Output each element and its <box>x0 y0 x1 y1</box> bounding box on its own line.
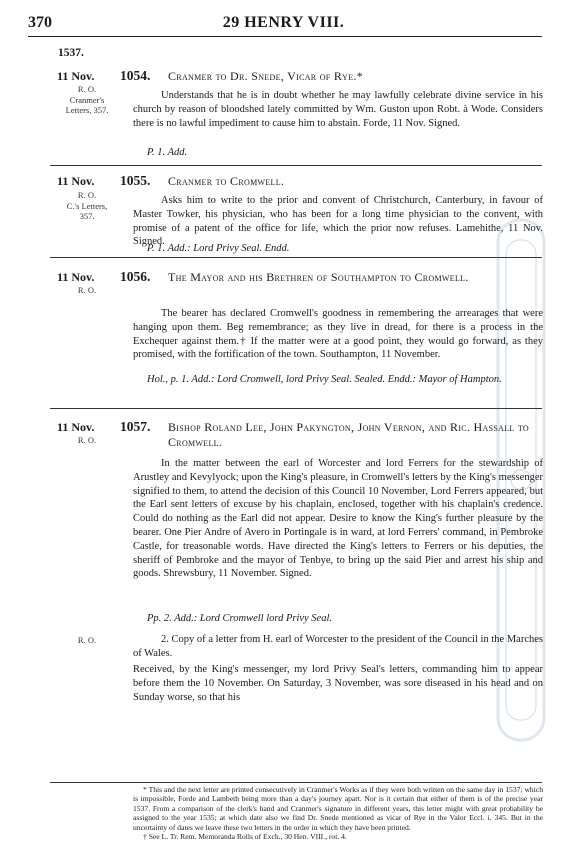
entry-number: 1057. <box>120 419 151 434</box>
running-header <box>0 6 567 36</box>
entry-date: 11 Nov. <box>57 420 95 434</box>
entry-number: 1054. <box>120 68 151 83</box>
entry-separator <box>50 408 542 409</box>
entry-source: R. O. C.'s Letters, 357. <box>66 190 108 221</box>
entry-source: R. O. <box>77 435 97 445</box>
enclosure-heading: 2. Copy of a letter from H. earl of Worcester to the president of the Council in the Marches of Wales. <box>133 634 543 659</box>
entry-meta: Hol., p. 1. Add.: Lord Cromwell, lord Privy Seal. Sealed. Endd.: Mayor of Hampton. <box>147 374 502 385</box>
year-marker: 1537. <box>58 47 84 59</box>
entry-number: 1056. <box>120 269 151 284</box>
entry-body: Understands that he is in doubt whether he may lawfully celebrate divine service in his church by reason of bloodshed lately committed by Wm. Guston upon Robt. à Wode. Considers there is no lawful impediment to cause him to abstain. Forde, 11 Nov. Signed. <box>133 90 543 129</box>
entry-title: Cranmer to Dr. Snede, Vicar of Rye.* <box>168 69 364 83</box>
entry-title: Bishop Roland Lee, John Pakyngton, John Vernon, and Ric. Hassall to Cromwell. <box>168 420 529 449</box>
running-title: 29 HENRY VIII. <box>222 14 345 31</box>
entry-date: 11 Nov. <box>57 69 95 83</box>
enclosure-source: R. O. <box>77 635 97 645</box>
entry-number: 1055. <box>120 173 151 188</box>
entry-body: Asks him to write to the prior and convent of Christchurch, Canterbury, in favour of Master Towker, his physician, who has been for a long time physician to the convent, with promise of a patent of the office for life, which the prior now refuses. Lamehithe, 11 Nov. Signed. <box>133 195 543 248</box>
enclosure-body: Received, by the King's messenger, my lord Privy Seal's letters, commanding him to appear before them the 10 November. On Saturday, 3 November, was sore diseased in his head and on Sunday worse, so that his <box>133 664 543 703</box>
header-rule <box>28 36 542 37</box>
entry-separator <box>50 165 542 166</box>
page-number: 370 <box>28 14 52 31</box>
entry-body: The bearer has declared Cromwell's goodness in remembering the arrearages that were hanging upon them. Beg remembrance; as they live in dread, for there is a process in the Exchequer against them.† If the matter were at a good point, they would go forward, as they promised, with the fortification of the town. Southampton, 11 November. <box>133 308 543 361</box>
footnote-1: * This and the next letter are printed consecutively in Cranmer's Works as if they were both written on the same day in 1537; which is impossible, Forde and Lambeth being more than a day's journey apart. Nor is it certain that either of them is of the precise year 1537. From a comparison of the clerk's hand and Cranmer's signature in different years, this letter might with great probability be assigned to the year 1535; at which date also we find Dr. Snede mentioned as vicar of Rye in the Valor Eccl. i. 345. But in the uncertainty of dates we leave these two letters in the order in which they have been printed. <box>133 785 543 832</box>
footnotes <box>133 785 543 841</box>
entry-date: 11 Nov. <box>57 174 95 188</box>
entry-date: 11 Nov. <box>57 270 95 284</box>
entry-source: R. O. Cranmer's Letters, 357. <box>65 84 109 115</box>
entry-meta: P. 1. Add. <box>147 147 188 158</box>
entry-meta: Pp. 2. Add.: Lord Cromwell lord Privy Seal. <box>147 613 333 624</box>
entry-title: Cranmer to Cromwell. <box>168 174 285 188</box>
entry-separator <box>50 257 542 258</box>
entry-source: R. O. <box>77 285 97 295</box>
entry-body: In the matter between the earl of Worcester and lord Ferrers for the stewardship of Arustley and Kevylyock; upon the King's pleasure, in Cromwell's letters by the King's messenger signified to them, to attend the decision of this Council 10 November, Lord Ferrers appeared, but the Earl sent letters of excuse by his chaplain, enclosed, together with his chaplain's credence. Could do nothing as the Earl did not appear. Desire to know the King's further pleasure by the bearer. One Pier Andre of Avero in Portingale is in ward, at lord Ferrers' command, in Pembroke Castle, for treasonable words. Have directed the King's letters to Ferrers or his deputies, the sheriff of Pembroke and the mayor of Tenbye, to bring up the said Pier and arrest his ship and goods. Shrewsbury, 11 November. Signed. <box>133 458 543 580</box>
footnote-rule <box>50 782 542 783</box>
entry-meta: P. 1. Add.: Lord Privy Seal. Endd. <box>147 243 290 254</box>
footnote-2: † See L. Tr. Rem. Memoranda Rolls of Exch., 30 Hen. VIII., rot. 4. <box>143 832 347 841</box>
entry-title: The Mayor and his Brethren of Southampton to Cromwell. <box>168 270 469 284</box>
